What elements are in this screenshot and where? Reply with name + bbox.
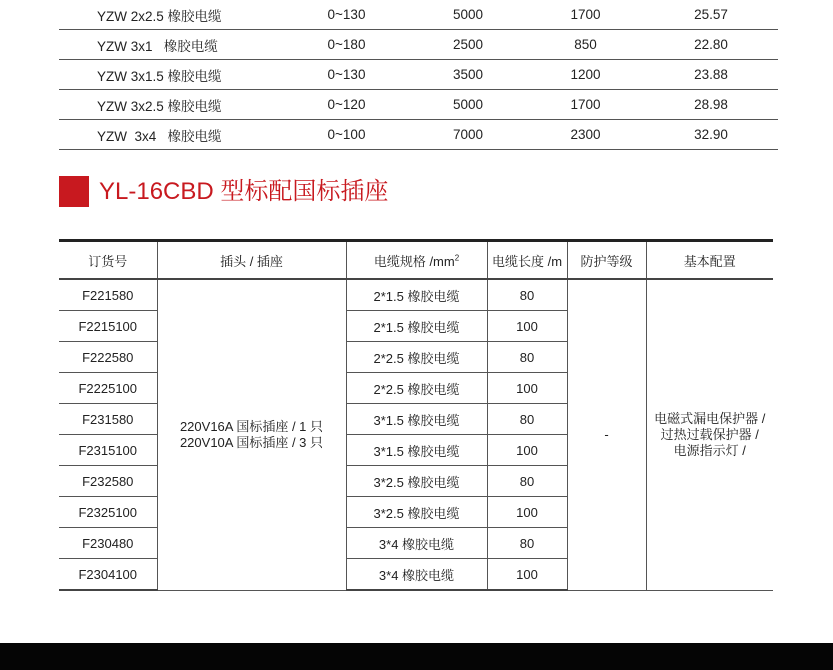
cable-cell-v1: 5000: [409, 0, 527, 30]
cable-cell-v2: 1700: [527, 0, 644, 30]
cable-cell-v1: 7000: [409, 120, 527, 150]
cable-cell-model: YZW 3x4 橡胶电缆: [59, 120, 284, 150]
cable-cell-range: 0~180: [284, 30, 409, 60]
order-number-cell: F222580: [59, 342, 157, 373]
cable-row: [59, 60, 778, 90]
basic-config-cell: [646, 279, 773, 590]
cable-cell-range: 0~130: [284, 0, 409, 30]
cable-cell-v3: 32.90: [644, 120, 778, 150]
cable-row: [59, 90, 778, 120]
cable-spec-cell: 2*1.5 橡胶电缆: [346, 279, 487, 311]
cable-cell-v3: 25.57: [644, 0, 778, 30]
header-plug: 插头 / 插座: [157, 241, 346, 280]
cable-cell-model: YZW 2x2.5 橡胶电缆: [59, 0, 284, 30]
cable-cell-v2: 1700: [527, 90, 644, 120]
cable-length-cell: 80: [487, 528, 567, 559]
cable-spec-body: [59, 0, 778, 150]
order-number-cell: F2315100: [59, 435, 157, 466]
cable-length-cell: 80: [487, 466, 567, 497]
section-title: YL-16CBD 型标配国标插座: [99, 178, 389, 205]
cable-cell-range: 0~120: [284, 90, 409, 120]
cable-cell-v1: 2500: [409, 30, 527, 60]
header-length: 电缆长度 /m: [487, 241, 567, 280]
cable-cell-v2: 2300: [527, 120, 644, 150]
order-number-cell: F2325100: [59, 497, 157, 528]
table-header-row: [59, 241, 773, 280]
header-spec-label: 电缆规格 /mm: [373, 253, 455, 269]
cable-length-cell: 100: [487, 497, 567, 528]
cable-spec-cell: 3*1.5 橡胶电缆: [346, 404, 487, 435]
order-number-cell: F231580: [59, 404, 157, 435]
header-config: 基本配置: [646, 241, 773, 280]
protection-level-cell: -: [567, 279, 646, 590]
cable-cell-v2: 1200: [527, 60, 644, 90]
cable-spec-cell: 2*2.5 橡胶电缆: [346, 342, 487, 373]
cable-length-cell: 80: [487, 404, 567, 435]
cable-cell-v1: 5000: [409, 90, 527, 120]
cable-cell-v2: 850: [527, 30, 644, 60]
cable-row: [59, 120, 778, 150]
order-number-cell: F221580: [59, 279, 157, 311]
cable-spec-cell: 3*2.5 橡胶电缆: [346, 497, 487, 528]
cable-length-cell: 80: [487, 279, 567, 311]
cable-cell-model: YZW 3x2.5 橡胶电缆: [59, 90, 284, 120]
cable-length-cell: 100: [487, 559, 567, 591]
cable-cell-range: 0~130: [284, 60, 409, 90]
cable-row: [59, 0, 778, 30]
plug-line: 220V16A 国标插座 / 1 只: [179, 418, 324, 434]
socket-config-body: [59, 241, 773, 591]
cable-spec-cell: 3*2.5 橡胶电缆: [346, 466, 487, 497]
header-protection: 防护等级: [567, 241, 646, 280]
plug-socket-cell: [157, 279, 346, 590]
cable-cell-range: 0~100: [284, 120, 409, 150]
cable-cell-model: YZW 3x1.5 橡胶电缆: [59, 60, 284, 90]
cable-cell-v3: 22.80: [644, 30, 778, 60]
header-spec-sup: 2: [454, 253, 460, 263]
cable-cell-v3: 23.88: [644, 60, 778, 90]
cable-spec-cell: 2*2.5 橡胶电缆: [346, 373, 487, 404]
order-number-cell: F232580: [59, 466, 157, 497]
order-number-cell: F2225100: [59, 373, 157, 404]
order-number-cell: F2215100: [59, 311, 157, 342]
config-line: 电源指示灯 /: [673, 442, 746, 458]
cable-spec-cell: 3*1.5 橡胶电缆: [346, 435, 487, 466]
table-row: [59, 279, 773, 311]
cable-cell-v1: 3500: [409, 60, 527, 90]
cable-spec-cell: 3*4 橡胶电缆: [346, 559, 487, 591]
title-accent-block: [59, 176, 89, 207]
order-number-cell: F2304100: [59, 559, 157, 591]
footer-bar: [0, 643, 833, 670]
cable-length-cell: 100: [487, 373, 567, 404]
cable-row: [59, 30, 778, 60]
cable-length-cell: 80: [487, 342, 567, 373]
order-number-cell: F230480: [59, 528, 157, 559]
cable-length-cell: 100: [487, 311, 567, 342]
cable-length-cell: 100: [487, 435, 567, 466]
cable-spec-cell: 3*4 橡胶电缆: [346, 528, 487, 559]
header-spec: [346, 241, 487, 280]
config-line: 过热过载保护器 /: [660, 426, 759, 442]
cable-cell-v3: 28.98: [644, 90, 778, 120]
socket-config-table: [59, 239, 773, 591]
cable-cell-model: YZW 3x1 橡胶电缆: [59, 30, 284, 60]
header-order-no: 订货号: [59, 241, 157, 280]
plug-line: 220V10A 国标插座 / 3 只: [179, 434, 324, 450]
config-line: 电磁式漏电保护器 /: [654, 410, 766, 426]
cable-spec-cell: 2*1.5 橡胶电缆: [346, 311, 487, 342]
cable-spec-table: [59, 0, 778, 150]
